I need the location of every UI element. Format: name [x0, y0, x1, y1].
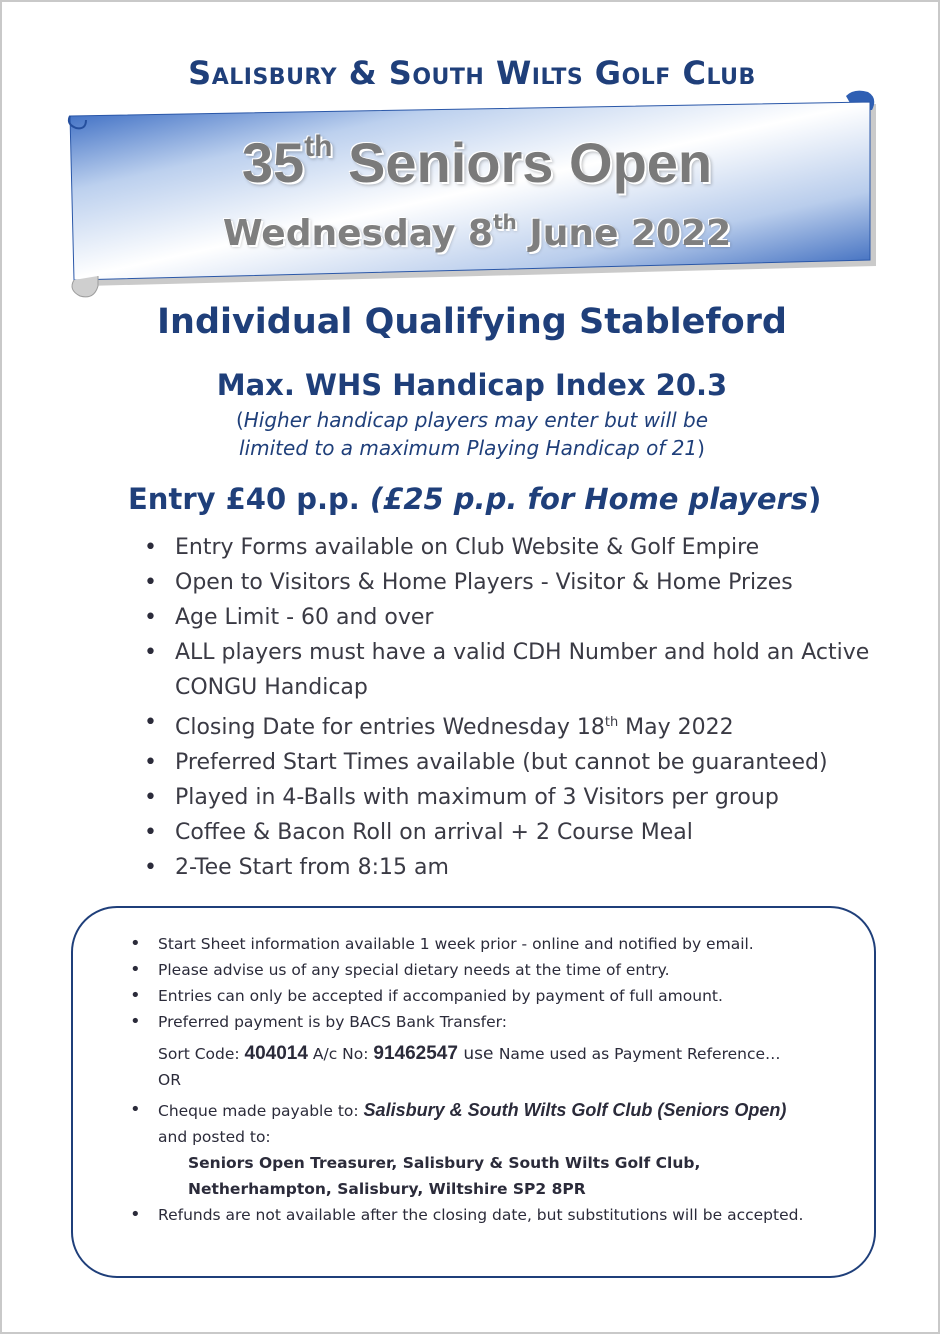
details-list [142, 530, 902, 885]
info-list [130, 931, 850, 1228]
banner-title: 35th Seniors Open [241, 130, 713, 194]
club-name: Salisbury & South Wilts Golf Club [188, 54, 756, 92]
list-item: • Coffee & Bacon Roll on arrival + 2 Course Meal [142, 815, 902, 850]
list-item: • Please advise us of any special dietary needs at the time of entry. [130, 957, 850, 983]
or-label: OR [158, 1071, 181, 1089]
postal-address-line: Seniors Open Treasurer, Salisbury & South Wilts Golf Club, [188, 1154, 701, 1172]
entry-fee: Entry £40 p.p. (£25 p.p. for Home players) [128, 482, 822, 516]
account-number: 91462547 [373, 1043, 458, 1064]
title-banner [64, 90, 890, 308]
list-item: • Preferred payment is by BACS Bank Transfer: [130, 1009, 850, 1035]
list-item: • Played in 4-Balls with maximum of 3 Visitors per group [142, 780, 902, 815]
event-date: Wednesday 8th June 2022 [222, 210, 732, 254]
handicap-note: (Higher handicap players may enter but will be limited to a maximum Playing Handicap of 21) [235, 408, 709, 460]
competition-format: Individual Qualifying Stableford [157, 302, 787, 342]
handicap-limit: Max. WHS Handicap Index 20.3 [216, 368, 728, 402]
scroll-banner-graphic [64, 90, 890, 308]
list-item: • Closing Date for entries Wednesday 18th May 2022 [142, 705, 902, 745]
list-item: • Preferred Start Times available (but cannot be guaranteed) [142, 745, 902, 780]
list-item: • ALL players must have a valid CDH Number and hold an Active CONGU Handicap [142, 635, 902, 705]
list-item: • Age Limit - 60 and over [142, 600, 902, 635]
postal-address-line: Netherhampton, Salisbury, Wiltshire SP2 8PR [188, 1180, 586, 1198]
cheque-payee: Salisbury & South Wilts Golf Club (Seniors Open) [363, 1100, 787, 1120]
sort-code: 404014 [244, 1043, 308, 1064]
list-item: • Cheque made payable to: Salisbury & South Wilts Golf Club (Seniors Open) and posted to: [130, 1097, 850, 1150]
list-item: • Refunds are not available after the closing date, but substitutions will be accepted. [130, 1202, 850, 1228]
list-item: • Open to Visitors & Home Players - Visitor & Home Prizes [142, 565, 902, 600]
list-item: • Entries can only be accepted if accompanied by payment of full amount. [130, 983, 850, 1009]
bank-details: Sort Code: 404014 A/c No: 91462547 use Name used as Payment Reference… [158, 1043, 781, 1064]
list-item: • 2-Tee Start from 8:15 am [142, 850, 902, 885]
list-item: • Entry Forms available on Club Website & Golf Empire [142, 530, 902, 565]
list-item: • Start Sheet information available 1 week prior - online and notified by email. [130, 931, 850, 957]
